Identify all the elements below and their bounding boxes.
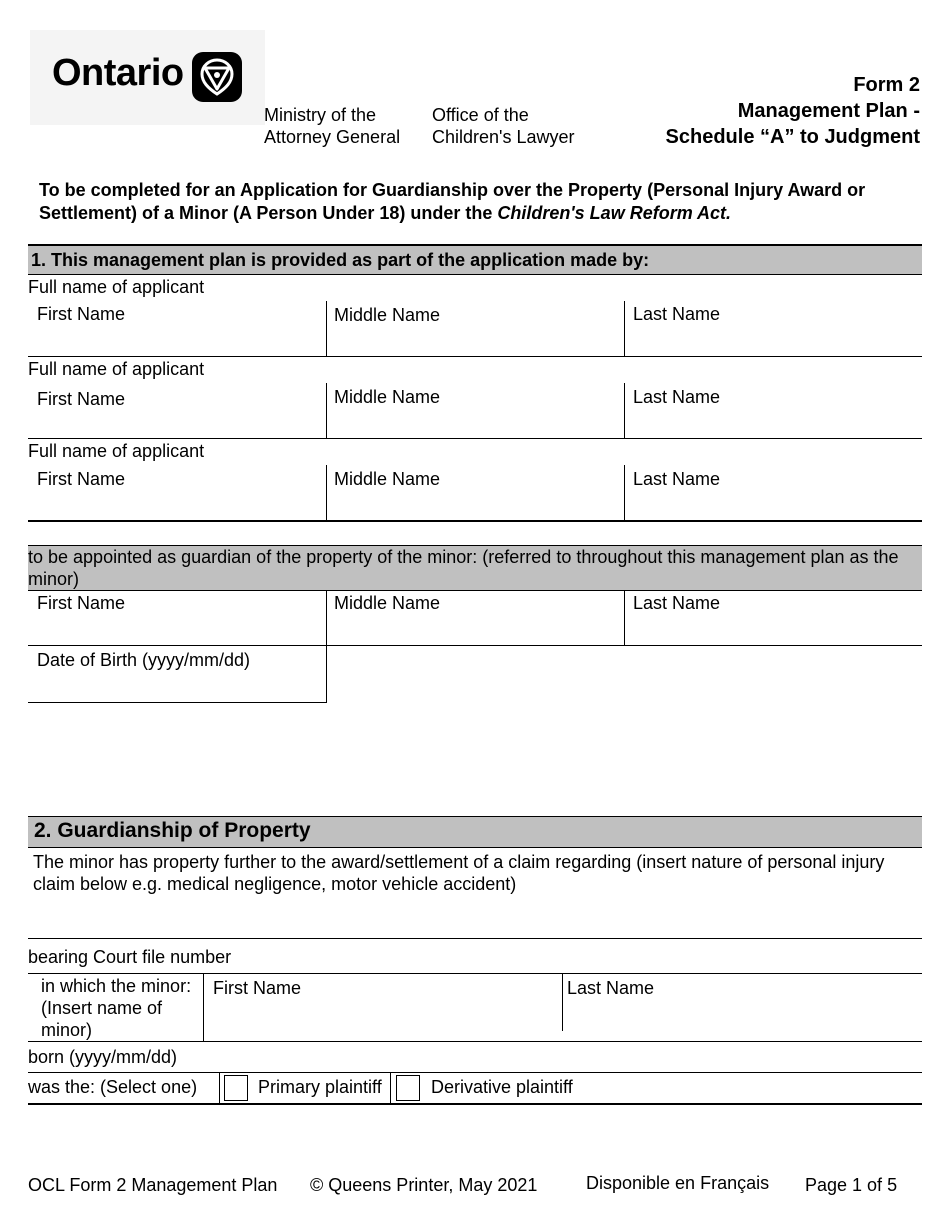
applicant-label: Full name of applicant bbox=[28, 359, 205, 379]
section2-header: 2. Guardianship of Property bbox=[28, 816, 922, 848]
applicant-first-name[interactable]: First Name bbox=[37, 469, 126, 489]
footer-page-number: Page 1 of 5 bbox=[805, 1175, 898, 1195]
applicant-label: Full name of applicant bbox=[28, 441, 205, 461]
footer-french-link[interactable]: Disponible en Français bbox=[586, 1173, 770, 1193]
born-label[interactable]: born (yyyy/mm/dd) bbox=[28, 1047, 178, 1067]
applicant-first-name[interactable]: First Name bbox=[37, 389, 126, 409]
form-title: Form 2 Management Plan - Schedule “A” to Judgment bbox=[665, 74, 920, 148]
derivative-plaintiff-checkbox[interactable] bbox=[396, 1075, 420, 1101]
minor-first-name[interactable]: First Name bbox=[37, 593, 126, 613]
intro-text: To be completed for an Application for Guardianship over the Property (Personal Injury Award or Settlement) of a Minor (A Person Under 18) under the Children's Law Reform Act. bbox=[39, 180, 866, 223]
applicant-middle-name[interactable]: Middle Name bbox=[334, 469, 441, 489]
trillium-icon bbox=[192, 52, 242, 102]
claim-minor-first-name[interactable]: First Name bbox=[213, 978, 302, 998]
minor-dob[interactable]: Date of Birth (yyyy/mm/dd) bbox=[37, 650, 251, 670]
applicant-label: Full name of applicant bbox=[28, 277, 205, 297]
court-file-label[interactable]: bearing Court file number bbox=[28, 947, 232, 967]
footer-copyright: © Queens Printer, May 2021 bbox=[310, 1175, 538, 1195]
ministry-name: Ministry of the Attorney General bbox=[264, 105, 401, 147]
applicant-middle-name[interactable]: Middle Name bbox=[334, 387, 441, 407]
derivative-plaintiff-label: Derivative plaintiff bbox=[431, 1077, 573, 1097]
office-name: Office of the Children's Lawyer bbox=[432, 105, 575, 147]
primary-plaintiff-label: Primary plaintiff bbox=[258, 1077, 382, 1097]
guardian-notice: to be appointed as guardian of the property of the minor: (referred to throughout this management plan as the minor) bbox=[28, 545, 922, 591]
applicant-first-name[interactable]: First Name bbox=[37, 304, 126, 324]
applicant-last-name[interactable]: Last Name bbox=[633, 469, 721, 489]
primary-plaintiff-checkbox[interactable] bbox=[224, 1075, 248, 1101]
applicant-last-name[interactable]: Last Name bbox=[633, 304, 721, 324]
minor-last-name[interactable]: Last Name bbox=[633, 593, 721, 613]
logo-text: Ontario bbox=[52, 52, 184, 94]
footer-form-name: OCL Form 2 Management Plan bbox=[28, 1175, 278, 1195]
applicant-middle-name[interactable]: Middle Name bbox=[334, 305, 441, 325]
section1-header: 1. This management plan is provided as part of the application made by: bbox=[28, 244, 922, 275]
plaintiff-type-label: was the: (Select one) bbox=[28, 1077, 198, 1097]
applicant-last-name[interactable]: Last Name bbox=[633, 387, 721, 407]
section2-description: The minor has property further to the award/settlement of a claim regarding (insert nature of personal injury claim below e.g. medical negligence, motor vehicle accident) bbox=[33, 852, 885, 894]
minor-name-label: in which the minor: (Insert name of minor) bbox=[41, 976, 192, 1040]
minor-middle-name[interactable]: Middle Name bbox=[334, 593, 441, 613]
claim-minor-last-name[interactable]: Last Name bbox=[567, 978, 655, 998]
